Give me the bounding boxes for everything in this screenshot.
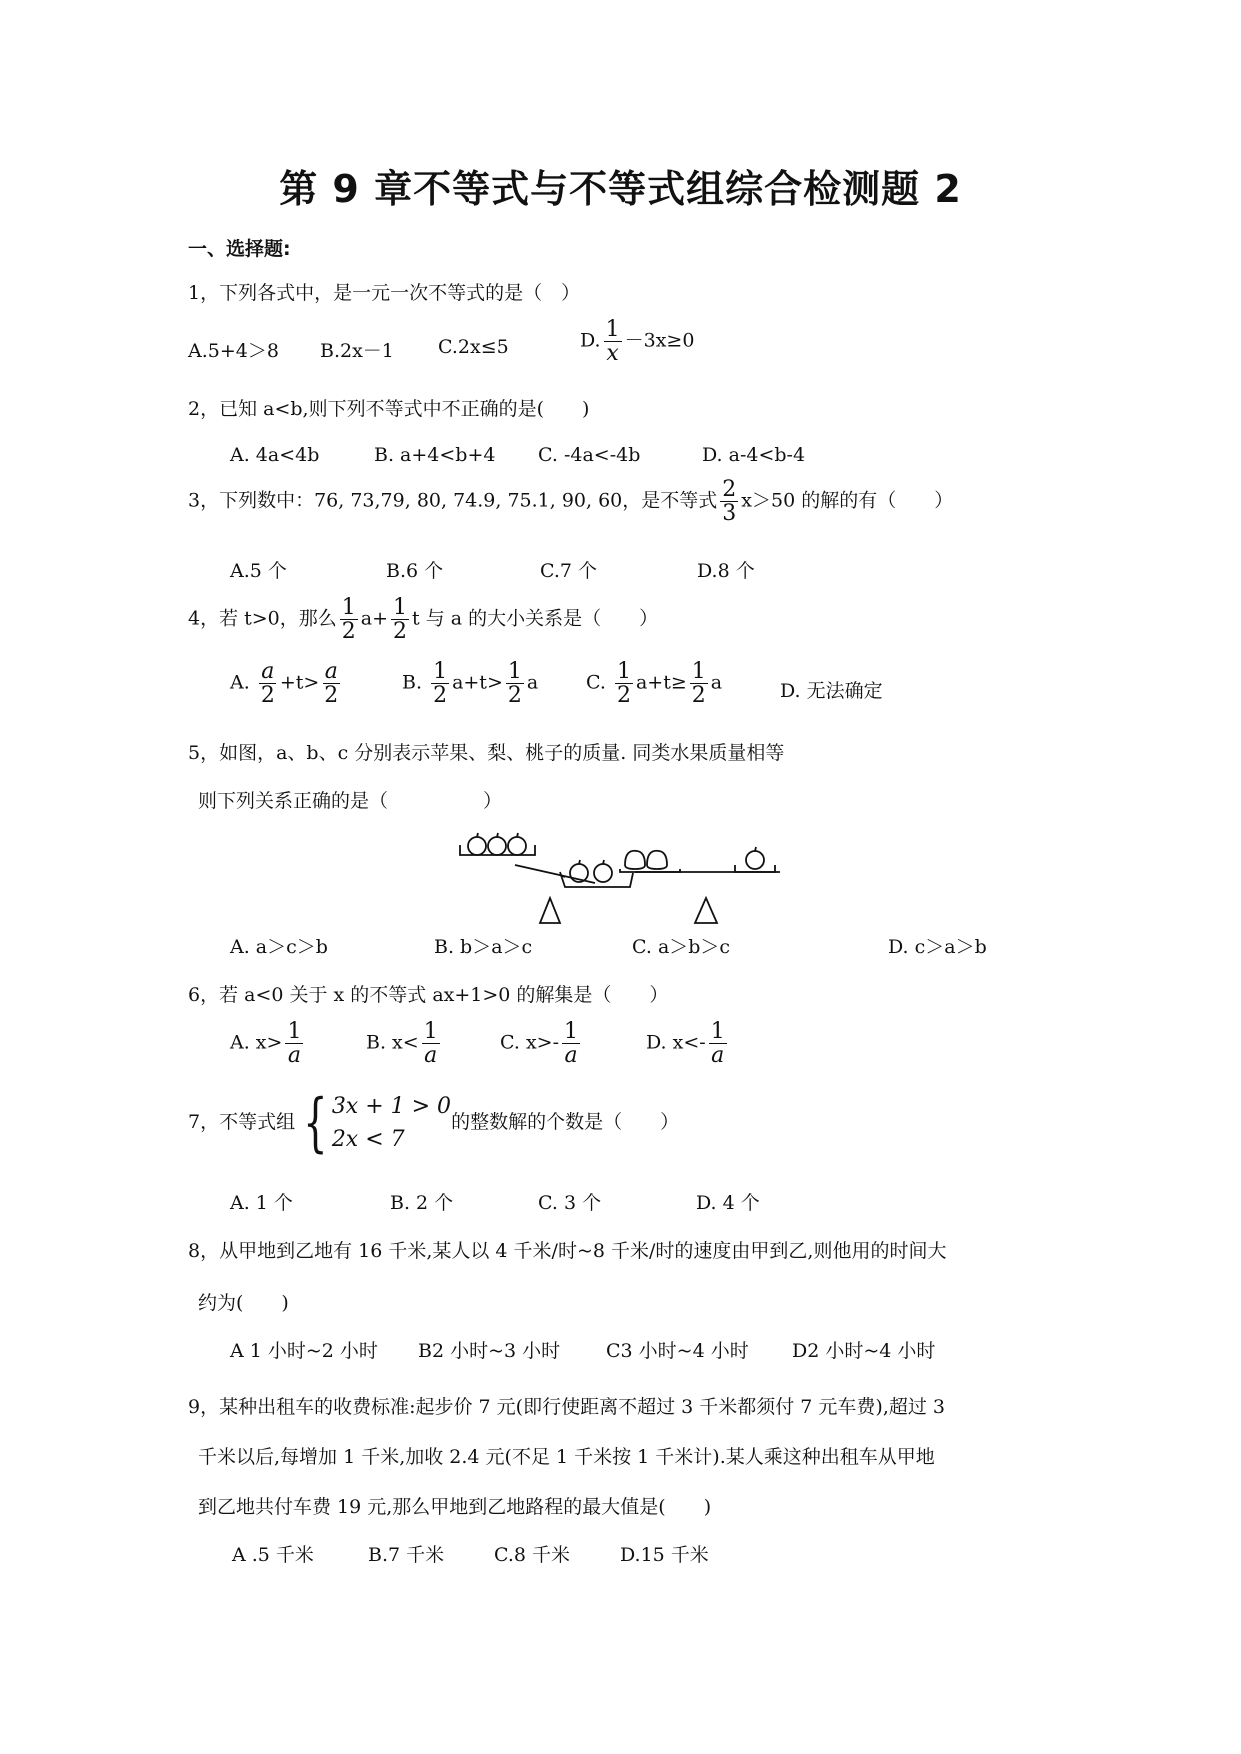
question-8-option-b: B2 小时~3 小时 — [418, 1340, 561, 1362]
brace: { — [303, 1086, 328, 1160]
question-9-stem-line-1: 9，某种出租车的收费标准:起步价 7 元(即行使距离不超过 3 千米都须付 7 元车费),超过 3 — [188, 1396, 945, 1418]
question-2-option-b: B. a+4<b+4 — [374, 444, 496, 466]
question-1-option-a: A.5+4＞8 — [188, 340, 279, 362]
question-5-option-b: B. b＞a＞c — [434, 936, 533, 958]
question-2-stem: 2，已知 a<b,则下列不等式中不正确的是( ) — [188, 398, 590, 420]
question-9-option-c: C.8 千米 — [494, 1544, 571, 1566]
question-5-stem-line-1: 5，如图，a、b、c 分别表示苹果、梨、桃子的质量. 同类水果质量相等 — [188, 742, 785, 764]
question-1-option-d: D. $\frac{1}{x}$ －3x≥0 — [580, 317, 695, 367]
question-4-option-c: C. $\frac{1}{2}$ a+t≥ $\frac{1}{2}$ a — [586, 659, 723, 709]
question-4-option-d: D. 无法确定 — [780, 680, 883, 702]
question-6-option-a: A. x> $\frac{1}{a}$ — [230, 1019, 302, 1069]
question-3-option-c: C.7 个 — [540, 560, 598, 582]
question-6-stem: 6，若 a<0 关于 x 的不等式 ax+1>0 的解集是（ ） — [188, 984, 669, 1006]
fraction: $\frac{1}{2}$ — [691, 659, 706, 709]
question-3-option-b: B.6 个 — [386, 560, 444, 582]
question-3-option-d: D.8 个 — [697, 560, 755, 582]
inequality-system: { 3x + 1 > 0 2x < 7 — [303, 1086, 452, 1160]
question-2-option-c: C. -4a<-4b — [538, 444, 641, 466]
fraction: $\frac{1}{x}$ — [605, 317, 620, 367]
question-6-option-d: D. x<- $\frac{1}{a}$ — [646, 1019, 725, 1069]
fraction: $\frac{1}{2}$ — [616, 659, 631, 709]
question-8-stem-line-2: 约为( ) — [198, 1292, 289, 1314]
fraction: $\frac{a}{2}$ — [324, 659, 339, 709]
question-4-option-a: A. $\frac{a}{2}$ +t> $\frac{a}{2}$ — [230, 659, 339, 709]
question-1-stem: 1，下列各式中，是一元一次不等式的是（ ） — [188, 282, 581, 304]
fraction: $\frac{1}{a}$ — [287, 1019, 302, 1069]
left-scale — [460, 833, 633, 923]
question-5-option-d: D. c＞a＞b — [888, 936, 987, 958]
page-title: 第 9 章不等式与不等式组综合检测题 2 — [279, 167, 962, 211]
question-8-option-c: C3 小时~4 小时 — [606, 1340, 749, 1362]
fraction: $\frac{a}{2}$ — [260, 659, 275, 709]
question-6-option-b: B. x< $\frac{1}{a}$ — [366, 1019, 438, 1069]
question-5-option-c: C. a＞b＞c — [632, 936, 731, 958]
fraction: $\frac{1}{a}$ — [710, 1019, 725, 1069]
question-9-stem-line-3: 到乙地共付车费 19 元,那么甲地到乙地路程的最大值是( ) — [198, 1496, 712, 1518]
question-8-option-a: A 1 小时~2 小时 — [230, 1340, 378, 1362]
fraction: $\frac{1}{2}$ — [433, 659, 448, 709]
fraction: $\frac{1}{a}$ — [564, 1019, 578, 1069]
question-4-stem: 4，若 t>0，那么 $\frac{1}{2}$ a+ $\frac{1}{2}$ t 与 a 的大小关系是（ ） — [188, 595, 659, 645]
fraction: $\frac{1}{2}$ — [393, 595, 408, 645]
question-3-stem: 3，下列数中：76, 73,79, 80, 74.9, 75.1, 90, 60，是不等式 $\frac{2}{3}$ x＞50 的解的有（ ） — [188, 477, 954, 527]
question-7-stem: 7，不等式组 { 3x + 1 > 0 2x < 7 的整数解的个数是（ ） — [188, 1086, 680, 1160]
fraction: $\frac{1}{2}$ — [507, 659, 522, 709]
question-1-option-c: C.2x≤5 — [438, 336, 509, 358]
question-7-option-b: B. 2 个 — [390, 1192, 454, 1214]
question-4-option-b: B. $\frac{1}{2}$ a+t> $\frac{1}{2}$ a — [402, 659, 539, 709]
balance-scales-figure — [455, 825, 790, 930]
question-9-option-d: D.15 千米 — [620, 1544, 709, 1566]
question-8-stem-line-1: 8，从甲地到乙地有 16 千米,某人以 4 千米/时~8 千米/时的速度由甲到乙,则他用的时间大 — [188, 1240, 947, 1262]
question-5-stem-line-2: 则下列关系正确的是（ ） — [198, 790, 503, 812]
question-5-option-a: A. a＞c＞b — [230, 936, 328, 958]
fraction: $\frac{1}{a}$ — [423, 1019, 438, 1069]
question-8-option-d: D2 小时~4 小时 — [792, 1340, 936, 1362]
fraction: $\frac{1}{2}$ — [341, 595, 356, 645]
right-scale — [620, 847, 780, 923]
question-6-option-c: C. x>- $\frac{1}{a}$ — [500, 1019, 578, 1069]
question-9-stem-line-2: 千米以后,每增加 1 千米,加收 2.4 元(不足 1 千米按 1 千米计).某人乘这种出租车从甲地 — [198, 1446, 935, 1468]
question-1-option-b: B.2x－1 — [320, 340, 394, 362]
question-3-option-a: A.5 个 — [230, 560, 287, 582]
question-7-option-c: C. 3 个 — [538, 1192, 602, 1214]
section-heading: 一、选择题: — [188, 238, 291, 260]
question-2-option-d: D. a-4<b-4 — [702, 444, 806, 466]
question-2-option-a: A. 4a<4b — [230, 444, 320, 466]
question-9-option-a: A .5 千米 — [232, 1544, 314, 1566]
question-7-option-d: D. 4 个 — [696, 1192, 760, 1214]
fraction: $\frac{2}{3}$ — [722, 477, 737, 527]
question-7-option-a: A. 1 个 — [230, 1192, 293, 1214]
question-9-option-b: B.7 千米 — [368, 1544, 445, 1566]
